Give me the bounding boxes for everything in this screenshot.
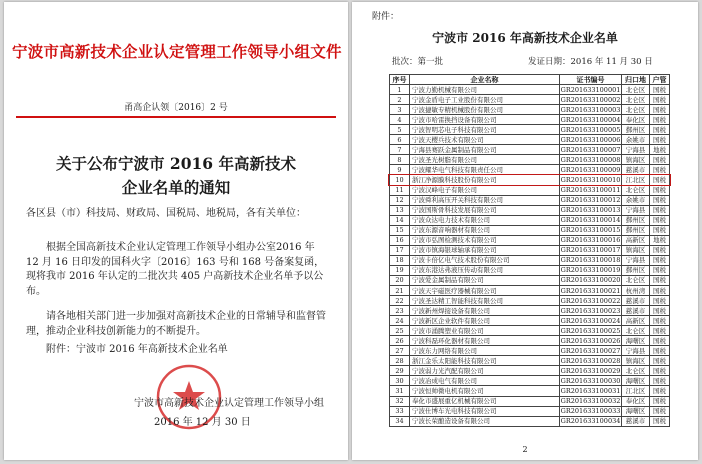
tax-authority: 国税 xyxy=(650,306,670,316)
header-certificate: 证书编号 xyxy=(560,75,622,85)
addressee: 各区县（市）科技局、财政局、国税局、地税局，各有关单位： xyxy=(26,208,306,219)
company-name: 宁波圣光树脂有限公司 xyxy=(410,155,560,165)
company-name: 奉化市盛展重亿机械有限公司 xyxy=(410,396,560,406)
tax-authority: 国税 xyxy=(650,386,670,396)
district: 余姚市 xyxy=(622,135,650,145)
tax-authority: 国税 xyxy=(650,396,670,406)
company-name: 宁波新区企业软件有限公司 xyxy=(410,316,560,326)
table-row xyxy=(390,195,670,205)
table-row xyxy=(390,296,670,306)
paragraph-1: 根据全国高新技术企业认定管理工作领导小组办公室2016 年 12 月 16 日印发的国科火字〔2016〕163 号和 168 号备案复函，现将我市 2016 年认定的二批次共 405 户高新技术企业名单予以公布。 xyxy=(26,242,325,297)
tax-authority: 国税 xyxy=(650,155,670,165)
list-title: 宁波市 2016 年高新技术企业名单 xyxy=(432,31,618,45)
table-row xyxy=(390,366,670,376)
header-tax: 户管 xyxy=(650,75,670,85)
district: 北仑区 xyxy=(622,105,650,115)
company-name: 宁波耀华电气科技有限责任公司 xyxy=(410,165,560,175)
table-row xyxy=(390,255,670,265)
table-row xyxy=(390,406,670,416)
tax-authority: 国税 xyxy=(650,265,670,275)
table-row xyxy=(390,386,670,396)
district: 宁海县 xyxy=(622,255,650,265)
row-index: 3 xyxy=(390,105,410,115)
batch-label: 批次：第一批 xyxy=(392,57,444,67)
table-row xyxy=(390,416,670,426)
table-row xyxy=(390,85,670,95)
table-row xyxy=(390,205,670,215)
tax-authority: 国税 xyxy=(650,125,670,135)
document-number: 甬高企认领〔2016〕2 号 xyxy=(124,103,228,113)
company-name: 宁波科磊环化器材有限公司 xyxy=(410,336,560,346)
company-name: 宁波捷敏专精机械股份有限公司 xyxy=(410,105,560,115)
table-row xyxy=(390,135,670,145)
company-name: 宁波冶成电气有限公司 xyxy=(410,376,560,386)
district: 北仑区 xyxy=(622,326,650,336)
page-number: 2 xyxy=(522,445,528,454)
table-header-row xyxy=(390,75,670,85)
table-row xyxy=(390,285,670,295)
attachment-label: 附件： xyxy=(372,12,400,22)
company-name: 宁波智明芯电子科技有限公司 xyxy=(410,125,560,135)
row-index: 21 xyxy=(390,285,410,295)
tax-authority: 国税 xyxy=(650,105,670,115)
certificate-number: GR201633100031 xyxy=(560,386,621,395)
row-index: 25 xyxy=(390,326,410,336)
table-row xyxy=(390,326,670,336)
row-index: 28 xyxy=(390,356,410,366)
attachment-page xyxy=(352,2,698,460)
company-name: 宁海县赛跃金属制品有限公司 xyxy=(410,145,560,155)
certificate-number: GR201633100003 xyxy=(560,105,621,114)
table-row xyxy=(390,145,670,155)
district: 杭州湾 xyxy=(622,285,650,295)
table-row xyxy=(390,346,670,356)
tax-authority: 国税 xyxy=(650,225,670,235)
table-row xyxy=(390,245,670,255)
certificate-number: GR201633100006 xyxy=(560,135,621,144)
district: 镇海区 xyxy=(622,356,650,366)
table-row xyxy=(390,115,670,125)
tax-authority: 国税 xyxy=(650,285,670,295)
company-name: 宁波市镇海银球轴承有限公司 xyxy=(410,245,560,255)
certificate-number: GR201633100015 xyxy=(560,226,621,235)
company-name: 宁波弱力光汽配有限公司 xyxy=(410,366,560,376)
highlighted-row-box xyxy=(388,174,671,186)
company-name: 宁波市哈雷换挡设备有限公司 xyxy=(410,115,560,125)
district: 北仑区 xyxy=(622,85,650,95)
table-body xyxy=(390,85,670,427)
company-name: 宁波力勤机械有限公司 xyxy=(410,85,560,95)
district: 慈溪市 xyxy=(622,165,650,175)
header-district: 归口地 xyxy=(622,75,650,85)
district: 江北区 xyxy=(622,386,650,396)
header-divider xyxy=(16,116,336,118)
certificate-number: GR201633100032 xyxy=(560,397,621,406)
certificate-number: GR201633100022 xyxy=(560,296,621,305)
company-name: 宁波金盾电子工业股份有限公司 xyxy=(410,95,560,105)
row-index: 4 xyxy=(390,115,410,125)
district: 北仑区 xyxy=(622,95,650,105)
row-index: 14 xyxy=(390,215,410,225)
row-index: 19 xyxy=(390,265,410,275)
district: 海曙区 xyxy=(622,406,650,416)
tax-authority: 国税 xyxy=(650,406,670,416)
district: 海曙区 xyxy=(622,336,650,346)
certificate-number: GR201633100016 xyxy=(560,236,621,245)
district: 北仑区 xyxy=(622,366,650,376)
certificate-number: GR201633100002 xyxy=(560,95,621,104)
table-row xyxy=(390,396,670,406)
tax-authority: 国税 xyxy=(650,195,670,205)
row-index: 33 xyxy=(390,406,410,416)
certificate-number: GR201633100027 xyxy=(560,346,621,355)
tax-authority: 国税 xyxy=(650,416,670,426)
row-index: 32 xyxy=(390,396,410,406)
row-index: 12 xyxy=(390,195,410,205)
district: 镇海区 xyxy=(622,155,650,165)
tax-authority: 国税 xyxy=(650,245,670,255)
tax-authority: 国税 xyxy=(650,165,670,175)
notice-title-line1: 关于公布宁波市 2016 年高新技术 xyxy=(56,154,296,173)
company-name: 宁波新州焊接设备有限公司 xyxy=(410,306,560,316)
company-name: 宁波舜利高压开关科技有限公司 xyxy=(410,195,560,205)
certificate-number: GR201633100024 xyxy=(560,316,621,325)
table-row xyxy=(390,95,670,105)
row-index: 5 xyxy=(390,125,410,135)
certificate-number: GR201633100023 xyxy=(560,306,621,315)
certificate-number: GR201633100019 xyxy=(560,266,621,275)
district: 宁海县 xyxy=(622,205,650,215)
company-name: 宁波众达电力技术有限公司 xyxy=(410,215,560,225)
company-name: 宁波天宇磁医疗器械有限公司 xyxy=(410,285,560,295)
company-name: 宁波卡倍亿电气技术股份有限公司 xyxy=(410,255,560,265)
company-name: 宁波东港达弗液压传动有限公司 xyxy=(410,265,560,275)
tax-authority: 国税 xyxy=(650,205,670,215)
tax-authority: 国税 xyxy=(650,95,670,105)
tax-authority: 国税 xyxy=(650,135,670,145)
table-row xyxy=(390,306,670,316)
certificate-number: GR201633100025 xyxy=(560,326,621,335)
row-index: 10 xyxy=(390,175,410,185)
certificate-number: GR201633100011 xyxy=(560,186,621,195)
company-name: 宁波天樱兵技术有限公司 xyxy=(410,135,560,145)
table-row xyxy=(390,225,670,235)
district: 鄞州区 xyxy=(622,215,650,225)
certificate-number: GR201633100009 xyxy=(560,165,621,174)
certificate-number: GR201633100008 xyxy=(560,155,621,164)
district: 海曙区 xyxy=(622,376,650,386)
district: 慈溪市 xyxy=(622,306,650,316)
row-index: 29 xyxy=(390,366,410,376)
row-index: 2 xyxy=(390,95,410,105)
tax-authority: 国税 xyxy=(650,85,670,95)
company-name: 宁波东力网络有限公司 xyxy=(410,346,560,356)
company-name: 宁波东源音响器材有限公司 xyxy=(410,225,560,235)
district: 奉化区 xyxy=(622,396,650,406)
notice-title-line2: 企业名单的通知 xyxy=(121,178,231,197)
certificate-number: GR201633100028 xyxy=(560,356,621,365)
row-index: 20 xyxy=(390,275,410,285)
notice-page xyxy=(4,2,348,460)
district: 高新区 xyxy=(622,235,650,245)
tax-authority: 国税 xyxy=(650,326,670,336)
certificate-number: GR201633100007 xyxy=(560,145,621,154)
company-name: 宁波恒帅微电机有限公司 xyxy=(410,386,560,396)
row-index: 26 xyxy=(390,336,410,346)
row-index: 1 xyxy=(390,85,410,95)
certificate-number: GR201633100033 xyxy=(560,407,621,416)
certificate-number: GR201633100021 xyxy=(560,286,621,295)
tax-authority: 国税 xyxy=(650,376,670,386)
table-row xyxy=(390,265,670,275)
paragraph-2: 请各地相关部门进一步加强对高新技术企业的日常辅导和监督管理，推动企业科技创新能力的不断提升。 xyxy=(26,311,326,337)
district: 高新区 xyxy=(622,316,650,326)
tax-authority: 国税 xyxy=(650,115,670,125)
signature-date: 2016 年 12 月 30 日 xyxy=(154,417,251,428)
tax-authority: 国税 xyxy=(650,175,670,185)
tax-authority: 国税 xyxy=(650,215,670,225)
certificate-number: GR201633100030 xyxy=(560,376,621,385)
certificate-number: GR201633100014 xyxy=(560,216,621,225)
company-name: 宁波汉峰电子有限公司 xyxy=(410,185,560,195)
table-row xyxy=(390,105,670,115)
certificate-number: GR201633100005 xyxy=(560,125,621,134)
company-table xyxy=(389,74,670,427)
district: 江北区 xyxy=(622,175,650,185)
company-name: 宁波爱金属制品有限公司 xyxy=(410,275,560,285)
table-row xyxy=(390,336,670,346)
certificate-number: GR201633100012 xyxy=(560,196,621,205)
tax-authority: 国税 xyxy=(650,346,670,356)
district: 鄞州区 xyxy=(622,265,650,275)
row-index: 23 xyxy=(390,306,410,316)
table-row xyxy=(390,275,670,285)
table-row xyxy=(390,215,670,225)
certificate-number: GR201633100010 xyxy=(560,175,621,184)
table-row xyxy=(390,155,670,165)
district: 宁海县 xyxy=(622,145,650,155)
header-index: 序号 xyxy=(390,75,410,85)
row-index: 30 xyxy=(390,376,410,386)
tax-authority: 国税 xyxy=(650,316,670,326)
certificate-number: GR201633100020 xyxy=(560,276,621,285)
company-name: 浙江金乐太阳能科技有限公司 xyxy=(410,356,560,366)
tax-authority: 国税 xyxy=(650,275,670,285)
tax-authority: 国税 xyxy=(650,185,670,195)
tax-authority: 国税 xyxy=(650,356,670,366)
district: 镇海区 xyxy=(622,245,650,255)
tax-authority: 国税 xyxy=(650,366,670,376)
row-index: 34 xyxy=(390,416,410,426)
table-row xyxy=(390,376,670,386)
row-index: 11 xyxy=(390,185,410,195)
company-name: 宁波仕博车光电科技有限公司 xyxy=(410,406,560,416)
company-name: 宁波国斯骨科技发展有限公司 xyxy=(410,205,560,215)
district: 北仑区 xyxy=(622,275,650,285)
company-name: 宁波市弘图检测技术有限公司 xyxy=(410,235,560,245)
table-row xyxy=(390,316,670,326)
certificate-number: GR201633100001 xyxy=(560,85,621,94)
row-index: 18 xyxy=(390,255,410,265)
row-index: 16 xyxy=(390,235,410,245)
row-index: 24 xyxy=(390,316,410,326)
district: 鄞州区 xyxy=(622,225,650,235)
certificate-number: GR201633100017 xyxy=(560,246,621,255)
tax-authority: 地税 xyxy=(650,145,670,155)
company-name: 浙江净源膜科技股份有限公司 xyxy=(410,175,560,185)
company-name: 宁波圣达精工智能科技有限公司 xyxy=(410,296,560,306)
certificate-number: GR201633100018 xyxy=(560,256,621,265)
district: 慈溪市 xyxy=(622,296,650,306)
district: 余姚市 xyxy=(622,195,650,205)
company-name: 宁波长荣酿造设备有限公司 xyxy=(410,416,560,426)
district: 宁海县 xyxy=(622,346,650,356)
district: 鄞州区 xyxy=(622,125,650,135)
district: 慈溪市 xyxy=(622,416,650,426)
table-row xyxy=(390,235,670,245)
certificate-number: GR201633100029 xyxy=(560,366,621,375)
row-index: 22 xyxy=(390,296,410,306)
district: 北仑区 xyxy=(622,185,650,195)
row-index: 6 xyxy=(390,135,410,145)
tax-authority: 国税 xyxy=(650,296,670,306)
header-company: 企业名称 xyxy=(410,75,560,85)
row-index: 8 xyxy=(390,155,410,165)
certificate-number: GR201633100013 xyxy=(560,206,621,215)
table-row xyxy=(390,125,670,135)
document-header-title: 宁波市高新技术企业认定管理工作领导小组文件 xyxy=(12,42,342,61)
row-index: 9 xyxy=(390,165,410,175)
table-row xyxy=(390,356,670,366)
row-index: 13 xyxy=(390,205,410,215)
certificate-number: GR201633100034 xyxy=(560,417,621,426)
signature-organization: 宁波市高新技术企业认定管理工作领导小组 xyxy=(134,398,324,409)
row-index: 7 xyxy=(390,145,410,155)
certificate-number: GR201633100004 xyxy=(560,115,621,124)
row-index: 15 xyxy=(390,225,410,235)
row-index: 17 xyxy=(390,245,410,255)
tax-authority: 国税 xyxy=(650,336,670,346)
certificate-number: GR201633100026 xyxy=(560,336,621,345)
district: 奉化区 xyxy=(622,115,650,125)
issue-date: 发证日期：2016 年 11 月 30 日 xyxy=(528,57,653,67)
row-index: 27 xyxy=(390,346,410,356)
row-index: 31 xyxy=(390,386,410,396)
company-name: 宁波市涌腾塑业有限公司 xyxy=(410,326,560,336)
table-row xyxy=(390,185,670,195)
attachment-note: 附件：宁波市 2016 年高新技术企业名单 xyxy=(46,344,228,355)
tax-authority: 地税 xyxy=(650,235,670,245)
tax-authority: 国税 xyxy=(650,255,670,265)
